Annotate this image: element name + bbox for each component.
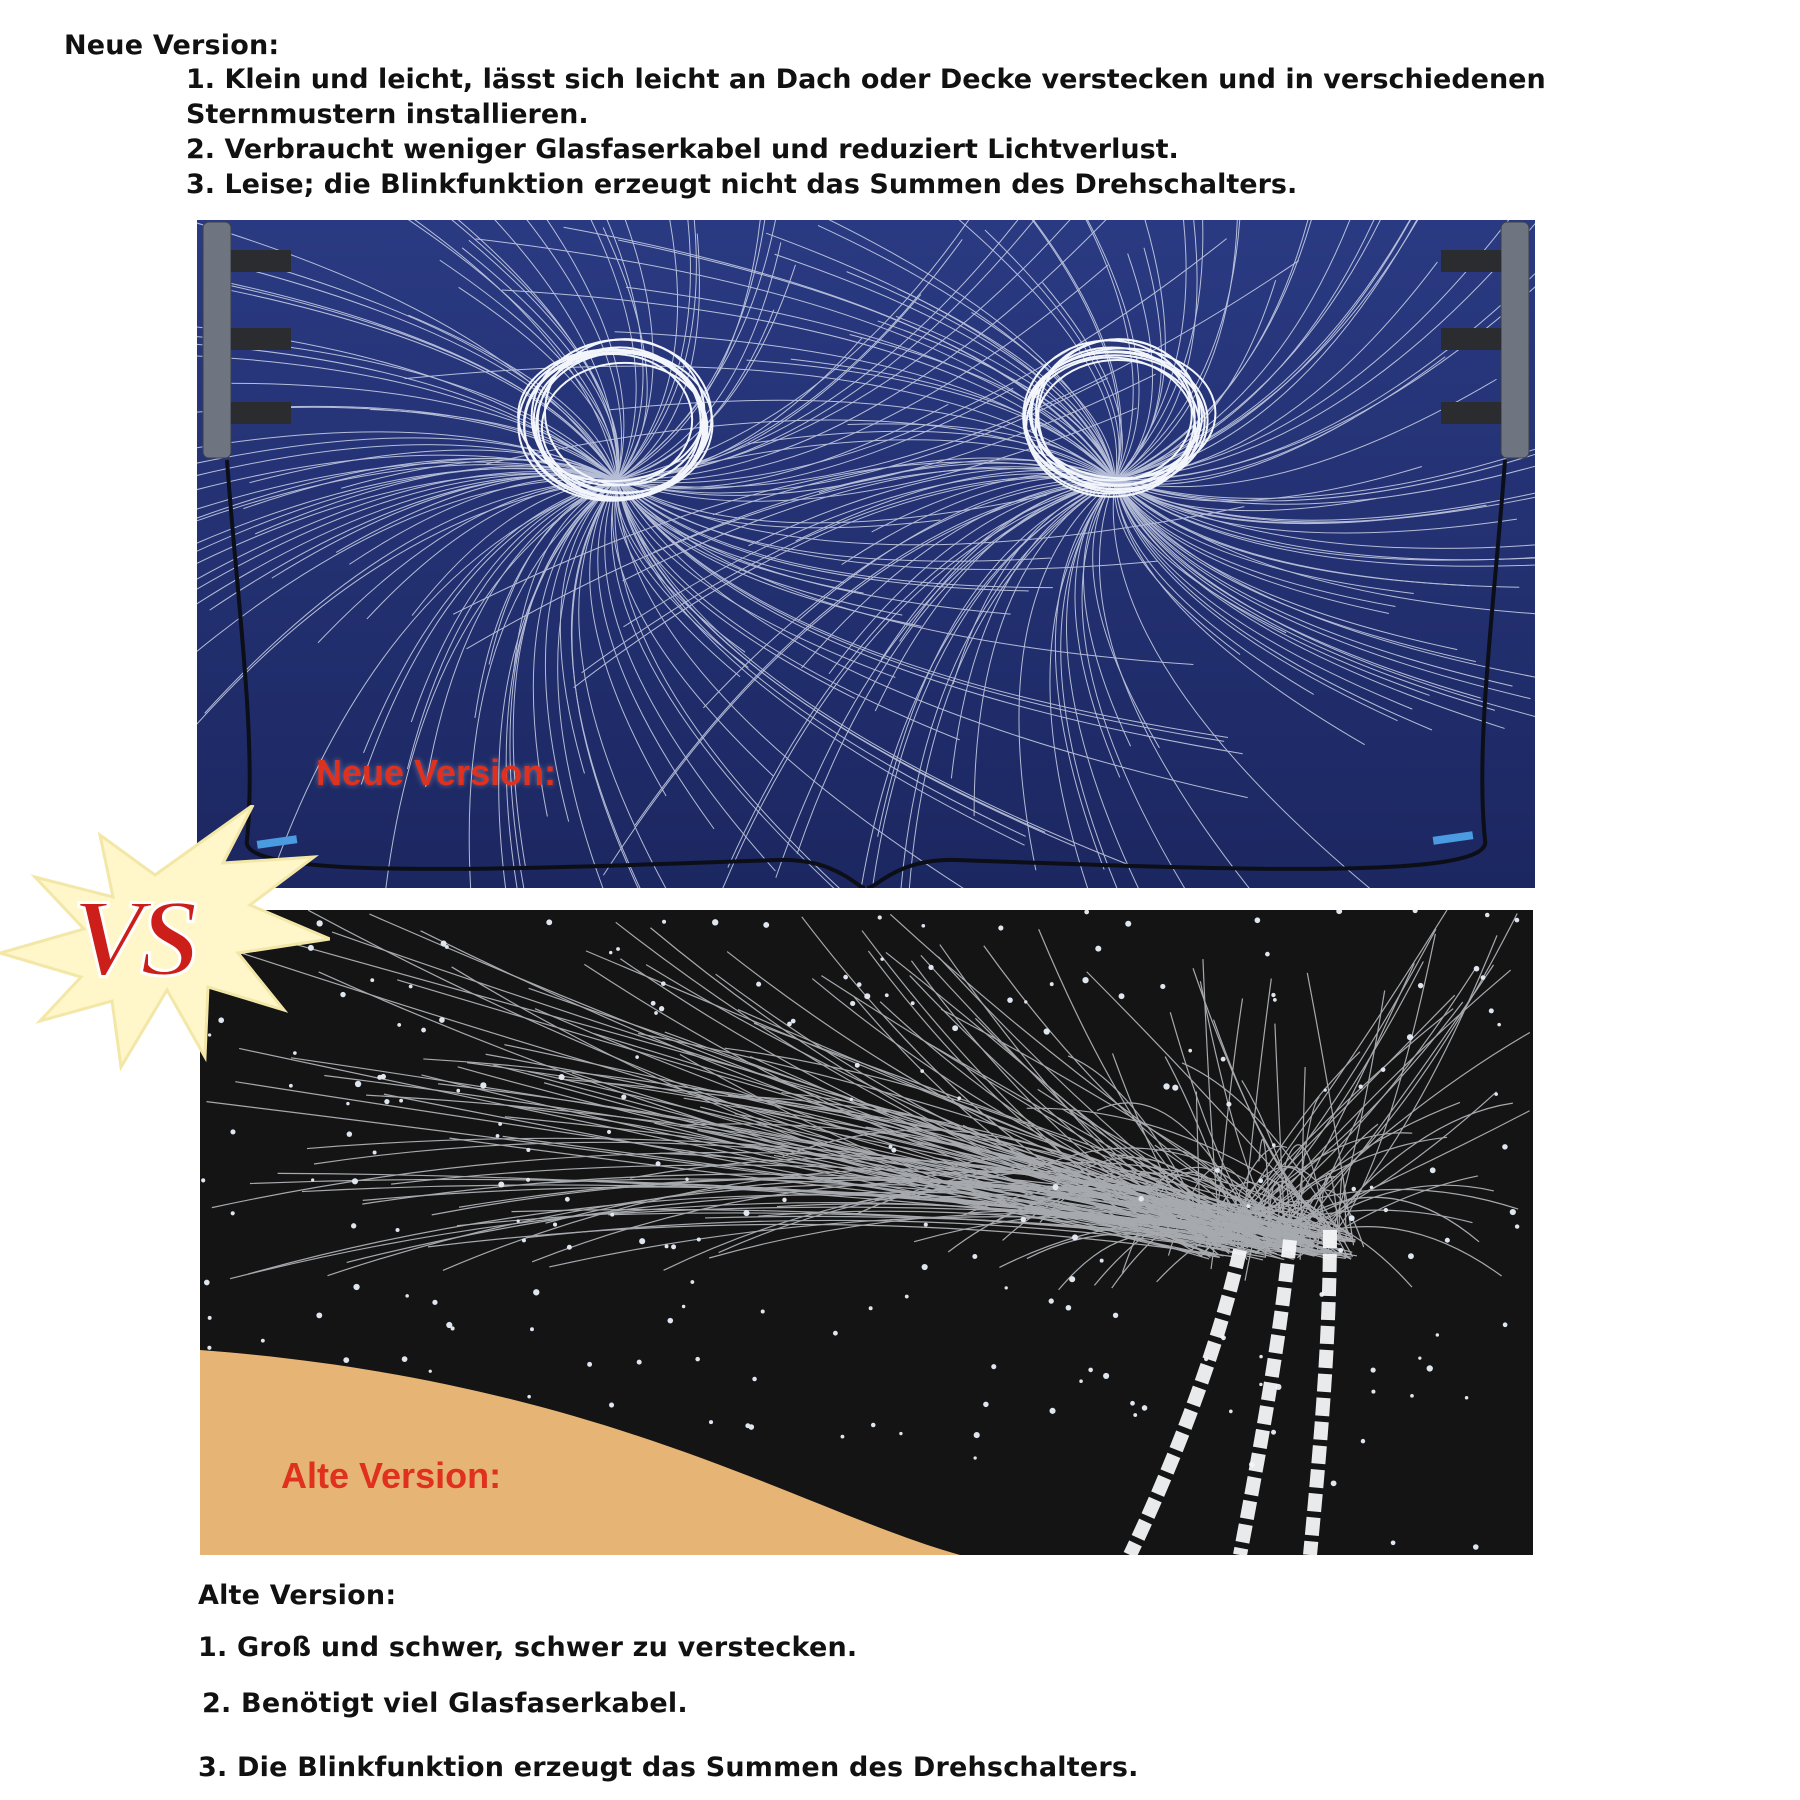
star-point (1445, 1238, 1450, 1243)
star-point (1371, 1367, 1376, 1372)
star-point (527, 1395, 531, 1399)
star-point (343, 1357, 349, 1363)
star-point (1497, 1023, 1501, 1027)
star-point (756, 982, 761, 987)
star-point (1485, 913, 1490, 918)
star-point (885, 993, 889, 997)
star-point (1331, 1480, 1337, 1486)
star-point (1502, 1144, 1508, 1150)
star-point (1119, 993, 1125, 999)
star-point (1049, 1408, 1055, 1414)
star-point (1408, 1253, 1414, 1259)
star-point (1229, 1410, 1233, 1414)
star-point (609, 1402, 614, 1407)
star-point (1049, 1298, 1054, 1303)
star-point (983, 1402, 988, 1407)
star-point (616, 947, 620, 951)
star-point (871, 1423, 876, 1428)
star-point (1125, 921, 1131, 927)
star-point (384, 1099, 389, 1104)
new-version-point-3: 3. Leise; die Blinkfunktion erzeugt nicht das Summen des Drehschalters. (186, 169, 1298, 200)
star-point (654, 1011, 658, 1015)
star-point (1100, 1259, 1104, 1263)
star-point (761, 1309, 765, 1313)
star-point (587, 1362, 592, 1367)
star-point (1007, 997, 1013, 1003)
star-point (231, 1211, 235, 1215)
star-point (496, 1134, 500, 1138)
star-point (230, 1129, 235, 1134)
star-point (1163, 1083, 1169, 1089)
star-point (261, 1339, 265, 1343)
star-point (451, 1326, 455, 1330)
star-point (1259, 1355, 1263, 1359)
star-point (690, 1280, 694, 1284)
star-point (1371, 1390, 1375, 1394)
star-point (1273, 998, 1277, 1002)
star-point (843, 975, 848, 980)
star-point (1473, 1544, 1479, 1550)
star-point (695, 1357, 700, 1362)
star-point (1005, 1286, 1008, 1289)
star-point (745, 1423, 750, 1428)
star-point (899, 1432, 902, 1435)
star-point (405, 1294, 409, 1298)
star-point (1391, 1540, 1396, 1545)
old-version-point-3: 3. Die Blinkfunktion erzeugt das Summen des Drehschalters. (198, 1752, 1139, 1783)
star-point (1133, 1413, 1137, 1417)
star-point (1050, 982, 1054, 986)
star-point (671, 1244, 676, 1249)
star-point (207, 1346, 211, 1350)
star-point (974, 1456, 977, 1459)
star-point (921, 924, 925, 928)
star-point (1271, 1430, 1276, 1435)
star-point (1410, 1394, 1414, 1398)
star-point (1066, 1305, 1072, 1311)
star-point (1079, 1379, 1083, 1383)
star-point (1130, 1401, 1135, 1406)
star-point (353, 1284, 359, 1290)
star-point (533, 1289, 539, 1295)
star-point (1082, 977, 1088, 983)
star-point (1160, 984, 1165, 989)
star-point (347, 1131, 352, 1136)
star-point (432, 1300, 437, 1305)
star-point (397, 1023, 401, 1027)
star-point (924, 1223, 928, 1227)
star-point (204, 1280, 210, 1286)
star-point (1427, 1365, 1433, 1371)
star-point (905, 1295, 909, 1299)
star-point (1515, 1224, 1519, 1228)
star-point (1418, 983, 1423, 988)
star-point (763, 922, 769, 928)
star-point (1430, 1167, 1436, 1173)
right-light-engine (1441, 222, 1529, 458)
star-point (1255, 917, 1261, 923)
star-point (659, 1006, 664, 1011)
star-point (911, 1001, 915, 1005)
vs-text: VS (72, 877, 195, 999)
star-point (1103, 1373, 1109, 1379)
star-point (878, 915, 882, 919)
star-point (972, 1254, 977, 1259)
new-version-heading: Neue Version: (64, 30, 280, 61)
star-point (991, 1364, 996, 1369)
star-point (399, 1099, 403, 1103)
star-point (565, 1197, 570, 1202)
star-point (1510, 1209, 1516, 1215)
star-point (373, 1151, 377, 1155)
star-point (791, 1019, 796, 1024)
star-point (1142, 1405, 1148, 1411)
star-point (530, 1327, 534, 1331)
star-point (340, 992, 345, 997)
star-point (1265, 952, 1270, 957)
star-point (833, 1331, 838, 1336)
star-point (1465, 1396, 1469, 1400)
star-point (639, 1238, 645, 1244)
star-point (409, 985, 413, 989)
star-point (998, 925, 1003, 930)
star-point (456, 1089, 460, 1093)
star-point (682, 1305, 685, 1308)
star-point (1113, 1313, 1118, 1318)
star-point (1095, 946, 1101, 952)
old-version-heading: Alte Version: (198, 1580, 397, 1611)
star-point (1361, 1439, 1365, 1443)
star-point (869, 1306, 873, 1310)
star-point (546, 919, 552, 925)
star-point (974, 1432, 980, 1438)
star-point (667, 1318, 673, 1324)
new-version-point-1: 1. Klein und leicht, lässt sich leicht an Dach oder Decke verstecken und in verschiedenen Sternmustern installieren. (186, 64, 1546, 130)
star-point (421, 1028, 426, 1033)
star-point (346, 1102, 349, 1105)
new-version-points (186, 62, 1746, 202)
new-version-photo-label: Neue Version: (316, 752, 557, 793)
old-version-point-1: 1. Groß und schwer, schwer zu verstecken. (198, 1632, 858, 1663)
star-point (1436, 1333, 1439, 1336)
star-point (1259, 1383, 1262, 1386)
star-point (952, 1025, 958, 1031)
star-point (208, 1316, 212, 1320)
star-point (351, 1223, 356, 1228)
star-point (922, 1264, 928, 1270)
star-point (1188, 1049, 1192, 1053)
star-point (396, 1228, 400, 1232)
old-version-point-2: 2. Benötigt viel Glasfaserkabel. (202, 1688, 688, 1719)
star-point (1088, 1368, 1093, 1373)
star-point (1503, 1322, 1508, 1327)
star-point (712, 919, 718, 925)
star-point (651, 1001, 656, 1006)
star-point (429, 1370, 432, 1373)
star-point (402, 1356, 408, 1362)
star-point (201, 1178, 205, 1182)
star-point (609, 951, 612, 954)
star-point (553, 1223, 557, 1227)
star-point (782, 1198, 786, 1202)
star-point (316, 1312, 322, 1318)
star-point (1221, 1057, 1226, 1062)
star-point (607, 1130, 611, 1134)
star-point (662, 920, 666, 924)
left-light-engine (203, 222, 291, 458)
star-point (370, 978, 374, 982)
new-version-point-2: 2. Verbraucht weniger Glasfaserkabel und reduziert Lichtverlust. (186, 134, 1179, 165)
old-version-photo-label: Alte Version: (281, 1455, 502, 1496)
star-point (752, 1377, 757, 1382)
star-point (850, 1001, 855, 1006)
star-point (1271, 993, 1275, 997)
star-point (1172, 1085, 1178, 1091)
vs-badge (0, 805, 330, 1075)
star-point (709, 1420, 713, 1424)
star-point (1418, 1357, 1421, 1360)
star-point (637, 1360, 642, 1365)
star-point (1352, 1187, 1356, 1191)
star-point (635, 1055, 639, 1059)
star-point (289, 1084, 293, 1088)
star-point (841, 1435, 845, 1439)
star-point (355, 1081, 361, 1087)
star-point (1489, 1008, 1494, 1013)
